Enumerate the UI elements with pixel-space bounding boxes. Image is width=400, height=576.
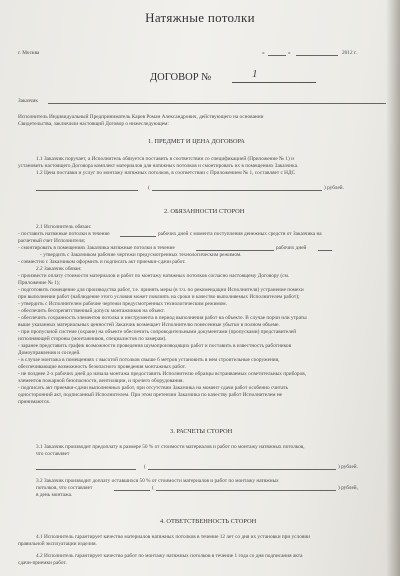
s4-l2: правильной эксплуатации изделия.	[18, 541, 97, 547]
s2-l23: элементов пожарной безопасности, вентиляции, и прочего оборудования.	[18, 378, 184, 384]
s3-words-line-2	[156, 490, 336, 491]
date-quote-close: »	[288, 50, 291, 56]
s2-l15: выше указанных материальных ценностей Заказчик возмещает Исполнителю понесенные убытки в полном объеме.	[18, 322, 280, 328]
s4-l1: 4.1 Исполнитель гарантирует качество материалов натяжных потолков в течение 12 лет со дня их установки при условии	[36, 534, 310, 540]
s2-l2b: рабочих дней с момента поступления денежных средств от Заказчика на	[158, 231, 322, 237]
s2-l3: расчетный счет Исполнителя;	[18, 238, 86, 244]
s2-l8: - произвести оплату стоимости материалов и работ по монтажу натяжных потолков согласно настоящему Договору (см.	[18, 273, 290, 279]
s4-l3: 4.2 Исполнитель гарантирует качество работ по монтажу натяжных потолков в течение 1 года со дня подписания акта	[36, 553, 303, 559]
s2-days-line-2	[196, 250, 274, 251]
s2-l7: 2.2 Заказчик обязан:	[36, 266, 82, 272]
s3-l2: что составляет	[36, 451, 70, 457]
document-title: Натяжные потолки	[145, 10, 255, 25]
s3-amount-line-2	[114, 490, 150, 491]
s2-l10: - подготовить помещение для производства работ, т.е. принять меры (в т.ч. по рекомендации Исполнителя) устранение помехи	[18, 287, 304, 293]
date-month-line	[296, 55, 338, 56]
s3-l1: 3.1 Заказчик производит предоплату в размере 50 % от стоимости материалов и работ по монтажу натяжных потолков,	[36, 444, 305, 450]
s4-l4: сдачи-приемки работ.	[18, 560, 67, 566]
s2-l24: - подписать акт приемки-сдачи выполненных работ, при отсутствии Заказчика на момент сдачи работ особенно считать	[18, 385, 289, 391]
s2-l20: - в случае монтажа в помещениях с высотой потолков свыше 6 метров установить в нем строительные сооружения,	[18, 357, 280, 363]
s2-l16: - при пропускной системе (охране) на объекте обеспечить сопроводительными документами (пропусками) представителей	[18, 329, 297, 335]
s2-l6: - совместно с Заказчиком оформить и подписать акт приемки-сдачи работ.	[18, 259, 186, 265]
s2-l4: - смонтировать в помещениях Заказчика натяжные потолки в течение	[18, 245, 175, 251]
s2-l11: при выполнении работ (наблюдение этого условия может повлиять на сроки и качество выполняемых Исполнителем работ);	[18, 294, 300, 300]
section-4-title: 4. ОТВЕТСТВЕННОСТЬ СТОРОН	[160, 518, 257, 525]
s3-l5: в день монтажа.	[36, 492, 73, 498]
s3-rub-2: ) рублей,	[338, 485, 358, 491]
contract-label: ДОГОВОР №	[150, 72, 212, 83]
s2-l1: 2.1 Исполнитель обязан:	[36, 224, 92, 230]
s2-l25: односторонний акт, подписанный Исполнителем. При этом претензии Заказчика по качеству работ Исполнителем не	[18, 392, 283, 398]
customer-line	[48, 103, 386, 104]
s2-l12: - утвердить с Исполнителем рабочие чертежи предусмотренных технологическим режимом.	[18, 301, 227, 307]
date-quote-open: «	[262, 50, 265, 56]
customer-label: Заказчик	[18, 98, 38, 104]
s2-l18: - заранее представить график возможности проведения шумопроизводящих работ и поставить в известность работников	[18, 343, 292, 349]
s3-l4: потолков, что составляет	[36, 485, 93, 491]
contract-number-field	[232, 70, 316, 83]
s3-paren-open-2: (	[152, 485, 154, 491]
s2-l26: принимаются.	[18, 399, 51, 405]
s1-rub: ) рублей.	[324, 185, 344, 191]
s3-l3: 3.2 Заказчик производит доплату оставшихся 50 % от стоимости материалов и работ по монтажу натяжных	[36, 478, 279, 484]
s2-l4b: рабочих дней	[276, 245, 307, 251]
s3-amount-line-1	[36, 469, 136, 470]
date-day-line	[268, 55, 286, 56]
s2-l21: обеспечивающие возможность безопасного проведения монтажных работ.	[18, 364, 186, 370]
s2-days-line-3	[318, 250, 332, 251]
s2-l5: - утвердить с Заказчиком рабочие чертежи предусмотренных технологическим режимом.	[40, 252, 242, 258]
s2-l22: - не позднее 2-х рабочих дней до начала монтажа предоставить Исполнителю образцы встраиваемых осветительных приборов,	[18, 371, 307, 377]
s1-p1: 1.1 Заказчик поручает, а Исполнитель обязуется поставить в соответствии со спецификацией (Приложение № 1) и	[36, 156, 294, 162]
contractor-line: Исполнитель Индивидуальный Предприниматель Карев Роман Александрович, действующего на основании	[18, 114, 264, 120]
s2-l13: - обеспечить беспрепятственный допуск монтажников на объект.	[18, 308, 165, 314]
s2-days-line-1	[120, 236, 156, 237]
section-3-title: 3. РАСЧЕТЫ СТОРОН	[170, 428, 233, 435]
s3-paren-open-1: (	[144, 464, 146, 470]
page-edge-shadow	[386, 0, 400, 576]
s3-rub-1: ) рублей.	[338, 464, 358, 470]
s2-l9: Приложение № 1);	[18, 280, 61, 286]
s3-words-line-1	[148, 469, 336, 470]
s1-amount-line	[36, 190, 138, 191]
s2-l2: - поставить натяжные потолки в течение	[18, 231, 110, 237]
section-2-title: 2. ОБЯЗАННОСТИ СТОРОН	[164, 208, 245, 215]
section-1-title: 1. ПРЕДМЕТ И ЦЕНА ДОГОВОРА	[148, 138, 245, 145]
s2-l19: Домоуправления и соседей.	[18, 350, 81, 356]
date-year: 2012 г.	[342, 50, 357, 56]
contract-number: 1	[252, 68, 258, 80]
s2-l17: исполняющей стороны (монтажников, специалистов по замерам).	[18, 336, 167, 342]
s1-p2: установить настоящего Договора комплект материалов для натяжных потолков и смонтировать их в помещениях Заказчика.	[18, 163, 299, 169]
s1-paren-open: (	[148, 185, 150, 191]
s2-l14: - обеспечить сохранность элементов потолка и инструмента в период выполнения работ на объекте. В случае порчи или утраты	[18, 315, 307, 321]
city-label: г. Москва	[18, 50, 40, 56]
s1-words-line	[152, 190, 322, 191]
s1-p3: 1.2 Цена поставки и услуг по монтажу натяжных потолков, в соответствии с Приложением № 1, составляет с НДС	[36, 170, 296, 176]
contractor-line-2: Свидетельства, заключили настоящий Договор о нижеследующем:	[18, 121, 169, 127]
